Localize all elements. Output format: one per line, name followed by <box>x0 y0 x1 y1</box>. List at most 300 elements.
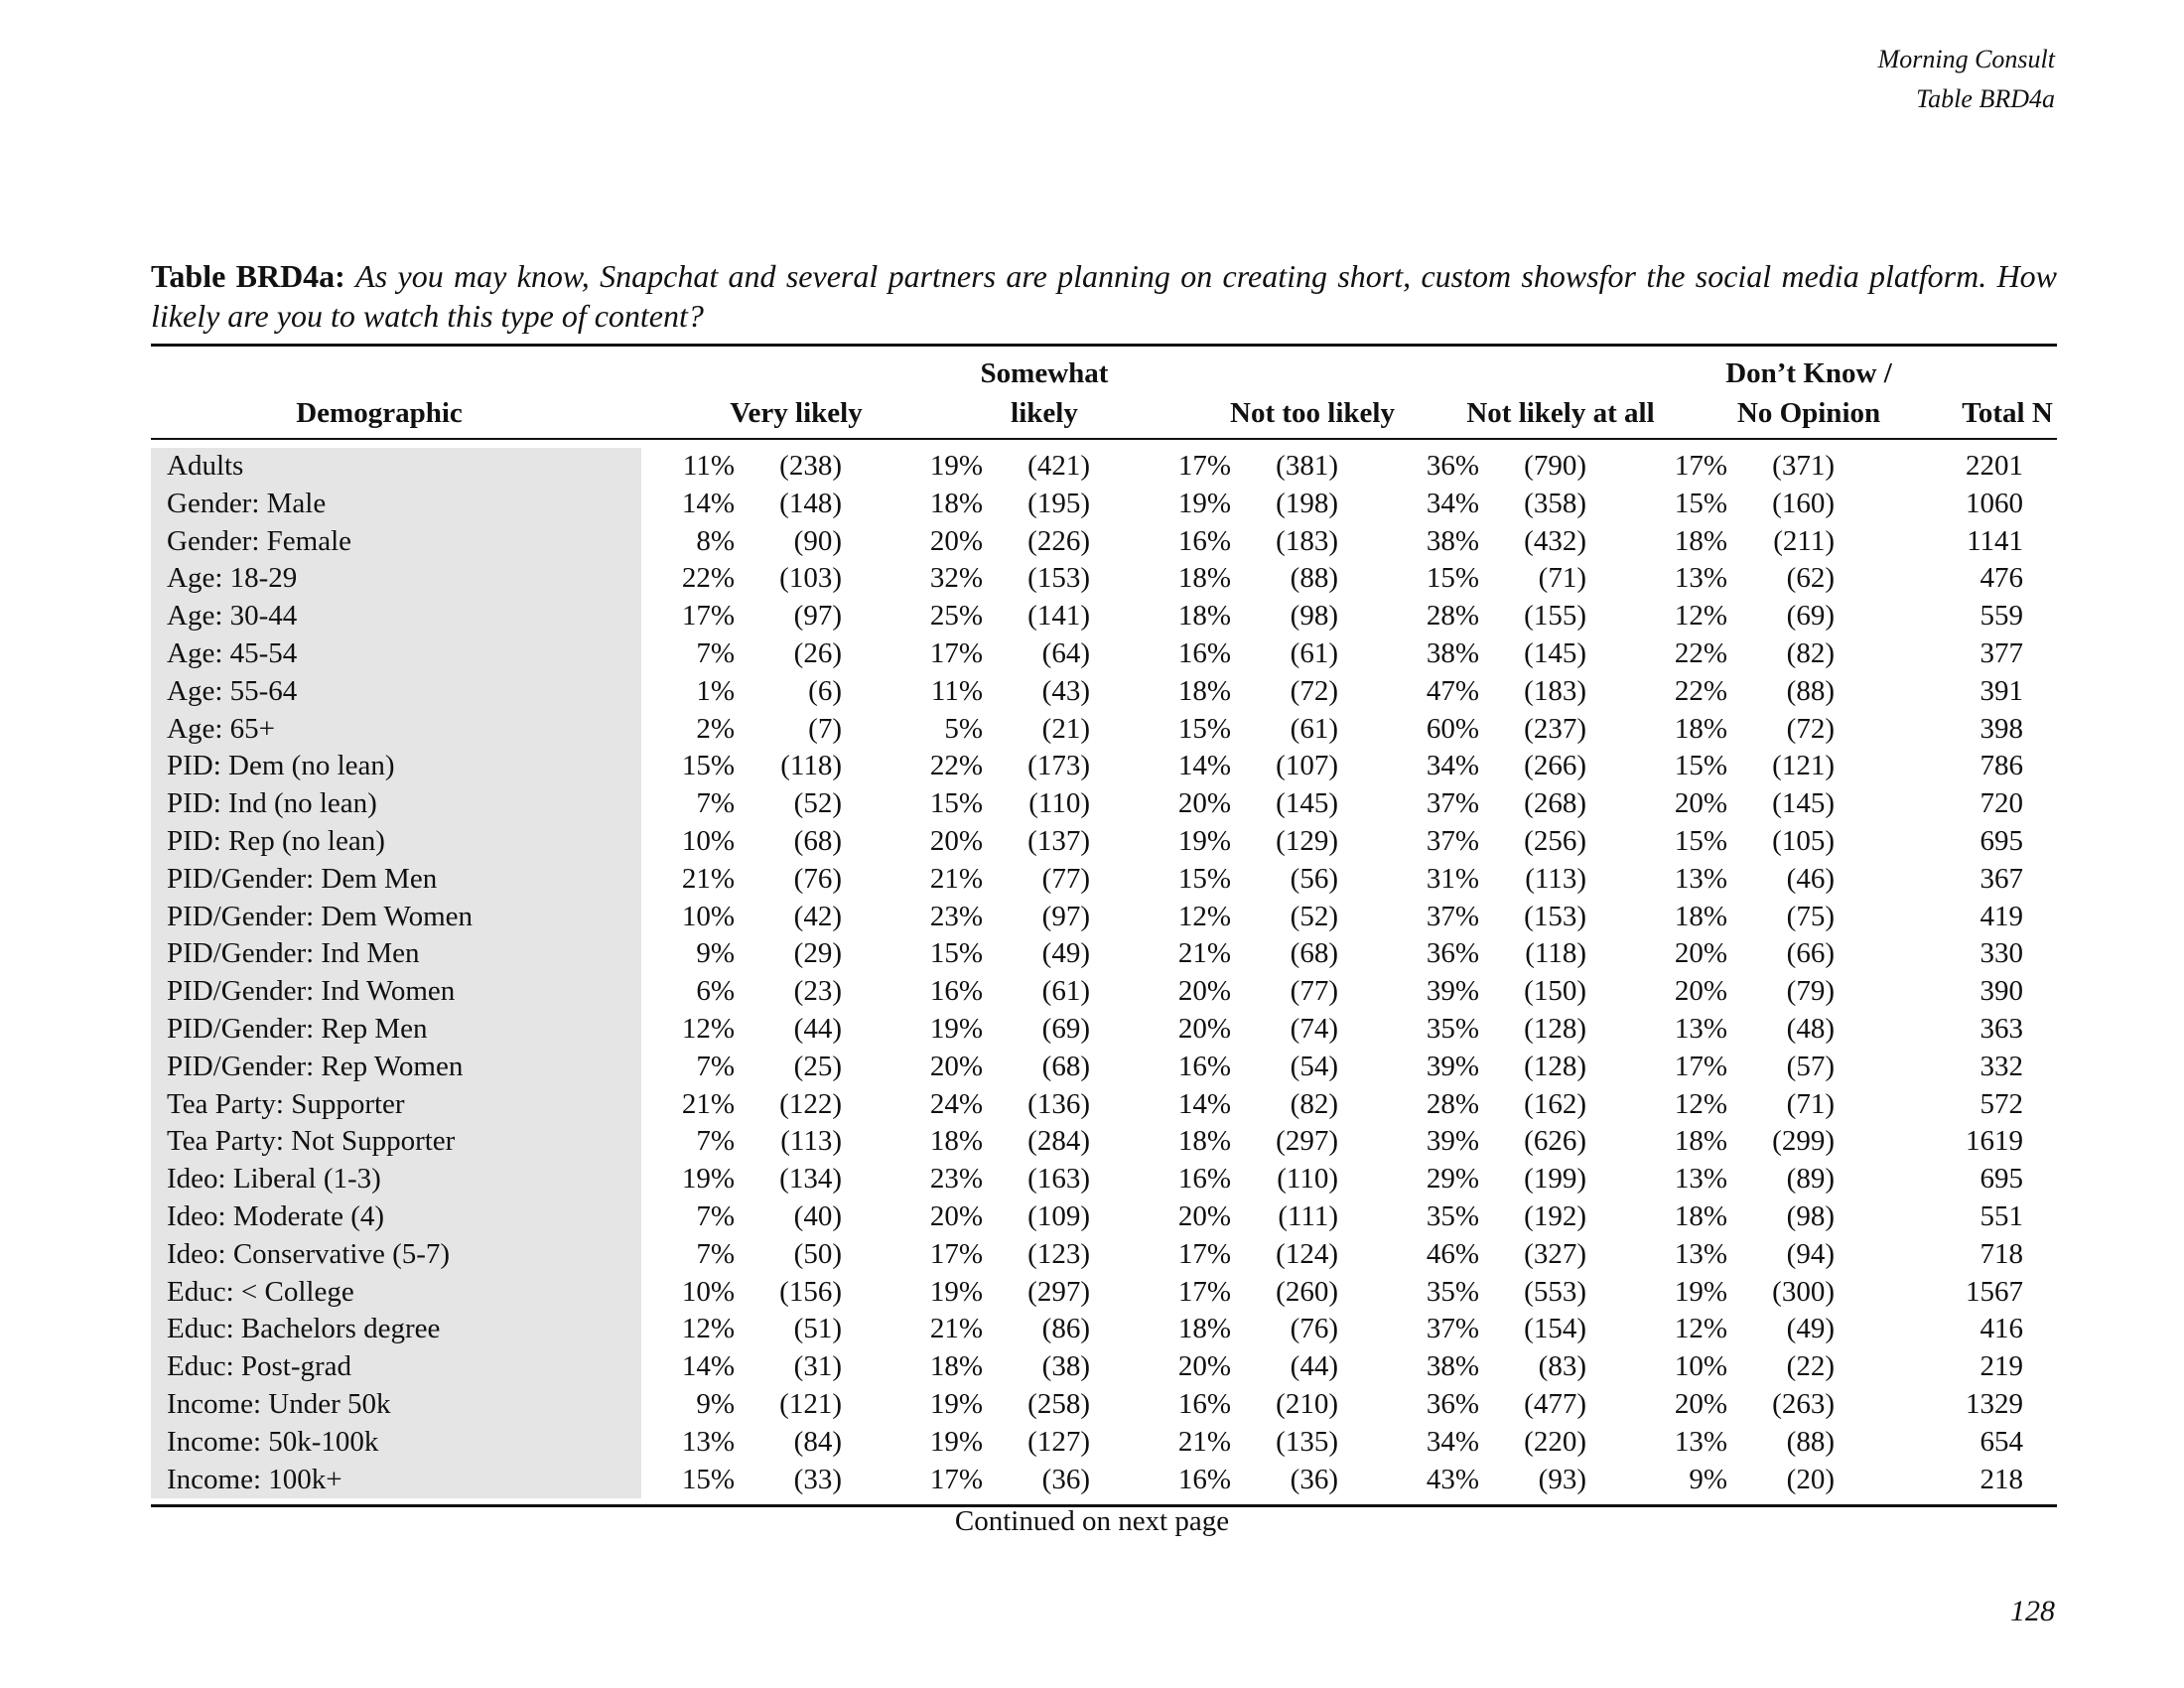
cell-not-too-likely-pct: 16% <box>1177 1050 1231 1082</box>
cell-very-likely-pct: 17% <box>681 600 735 633</box>
cell-somewhat-likely-pct: 15% <box>929 787 983 820</box>
row-demographic: PID: Ind (no lean) <box>167 787 377 820</box>
cell-very-likely-pct: 12% <box>681 1313 735 1345</box>
cell-very-likely-pct: 7% <box>696 1125 735 1158</box>
cell-not-likely-at-all-n: (432) <box>1524 524 1586 557</box>
col-header-somewhat-line1: Somewhat <box>980 357 1109 389</box>
cell-dont-know-n: (105) <box>1772 824 1835 857</box>
cell-total-n: 720 <box>1979 787 2023 820</box>
cell-not-likely-at-all-n: (118) <box>1525 937 1586 970</box>
cell-not-too-likely-pct: 18% <box>1177 1313 1231 1345</box>
table-body <box>151 440 2057 1504</box>
cell-somewhat-likely-n: (36) <box>1041 1463 1090 1495</box>
table-row <box>151 1348 2057 1386</box>
table-row <box>151 1123 2057 1161</box>
table-row <box>151 1424 2057 1462</box>
cell-not-likely-at-all-pct: 29% <box>1426 1163 1479 1196</box>
cell-very-likely-pct: 11% <box>682 450 735 482</box>
continued-note: Continued on next page <box>954 1505 1230 1537</box>
cell-dont-know-n: (49) <box>1786 1313 1835 1345</box>
table-row <box>151 1198 2057 1236</box>
header-table-id: Table BRD4a <box>1916 84 2055 113</box>
cell-not-likely-at-all-n: (553) <box>1524 1275 1586 1308</box>
cell-not-too-likely-pct: 20% <box>1177 787 1231 820</box>
cell-dont-know-pct: 12% <box>1674 1313 1727 1345</box>
cell-very-likely-pct: 13% <box>681 1425 735 1458</box>
cell-not-likely-at-all-pct: 28% <box>1426 600 1479 633</box>
cell-not-too-likely-pct: 20% <box>1177 1012 1231 1045</box>
cell-total-n: 219 <box>1979 1350 2023 1383</box>
cell-very-likely-n: (50) <box>793 1237 842 1270</box>
cell-not-likely-at-all-n: (327) <box>1524 1237 1586 1270</box>
cell-somewhat-likely-n: (141) <box>1027 600 1090 633</box>
cell-very-likely-n: (121) <box>779 1387 842 1420</box>
cell-somewhat-likely-pct: 23% <box>929 900 983 932</box>
row-demographic: Gender: Male <box>167 487 327 519</box>
cell-somewhat-likely-n: (38) <box>1041 1350 1090 1383</box>
cell-not-too-likely-n: (135) <box>1276 1425 1338 1458</box>
page-number: 128 <box>2010 1595 2055 1627</box>
cell-somewhat-likely-n: (137) <box>1027 824 1090 857</box>
cell-somewhat-likely-n: (297) <box>1027 1275 1090 1308</box>
cell-very-likely-n: (84) <box>793 1425 842 1458</box>
cell-total-n: 572 <box>1979 1087 2023 1120</box>
row-demographic: Ideo: Conservative (5-7) <box>167 1237 451 1270</box>
cell-not-too-likely-n: (129) <box>1276 824 1338 857</box>
cell-not-likely-at-all-n: (154) <box>1524 1313 1586 1345</box>
cell-not-too-likely-pct: 18% <box>1177 600 1231 633</box>
cell-dont-know-pct: 18% <box>1674 1199 1727 1232</box>
cell-somewhat-likely-n: (163) <box>1027 1163 1090 1196</box>
cell-dont-know-n: (121) <box>1772 750 1835 782</box>
col-header-dont-know-line2: No Opinion <box>1736 397 1881 429</box>
cell-dont-know-n: (46) <box>1786 862 1835 895</box>
table-row <box>151 935 2057 973</box>
cell-somewhat-likely-pct: 20% <box>929 824 983 857</box>
cell-not-too-likely-pct: 19% <box>1177 824 1231 857</box>
cell-dont-know-n: (20) <box>1786 1463 1835 1495</box>
cell-somewhat-likely-n: (421) <box>1027 450 1090 482</box>
cell-very-likely-n: (7) <box>808 712 842 745</box>
cell-somewhat-likely-pct: 17% <box>929 1463 983 1495</box>
table-row <box>151 448 2057 486</box>
cell-very-likely-pct: 1% <box>696 674 735 707</box>
cell-very-likely-n: (238) <box>779 450 842 482</box>
cell-not-too-likely-n: (107) <box>1276 750 1338 782</box>
cell-very-likely-pct: 7% <box>696 787 735 820</box>
cell-total-n: 218 <box>1979 1463 2023 1495</box>
cell-dont-know-pct: 15% <box>1674 487 1727 519</box>
cell-total-n: 363 <box>1979 1012 2023 1045</box>
cell-not-likely-at-all-pct: 39% <box>1426 975 1479 1008</box>
row-demographic: Income: 50k-100k <box>167 1425 379 1458</box>
cell-not-likely-at-all-n: (199) <box>1524 1163 1586 1196</box>
cell-somewhat-likely-pct: 18% <box>929 1125 983 1158</box>
cell-not-likely-at-all-pct: 34% <box>1426 1425 1479 1458</box>
cell-very-likely-pct: 9% <box>696 1387 735 1420</box>
cell-not-too-likely-pct: 20% <box>1177 975 1231 1008</box>
cell-somewhat-likely-n: (77) <box>1041 862 1090 895</box>
cell-somewhat-likely-n: (69) <box>1041 1012 1090 1045</box>
cell-dont-know-n: (299) <box>1772 1125 1835 1158</box>
table-row <box>151 1311 2057 1348</box>
cell-somewhat-likely-pct: 17% <box>929 636 983 669</box>
cell-somewhat-likely-n: (226) <box>1027 524 1090 557</box>
cell-very-likely-pct: 15% <box>681 1463 735 1495</box>
cell-dont-know-pct: 18% <box>1674 900 1727 932</box>
table-row <box>151 1274 2057 1312</box>
cell-not-too-likely-n: (76) <box>1290 1313 1338 1345</box>
cell-somewhat-likely-pct: 19% <box>929 1425 983 1458</box>
cell-not-likely-at-all-pct: 60% <box>1426 712 1479 745</box>
cell-somewhat-likely-pct: 15% <box>929 937 983 970</box>
cell-somewhat-likely-pct: 19% <box>929 450 983 482</box>
cell-total-n: 1329 <box>1966 1387 2023 1420</box>
cell-somewhat-likely-pct: 32% <box>929 562 983 595</box>
cell-somewhat-likely-pct: 16% <box>929 975 983 1008</box>
cell-very-likely-pct: 10% <box>681 1275 735 1308</box>
cell-dont-know-pct: 19% <box>1674 1275 1727 1308</box>
row-demographic: Ideo: Liberal (1-3) <box>167 1163 381 1196</box>
table-row <box>151 560 2057 598</box>
cell-not-too-likely-pct: 16% <box>1177 524 1231 557</box>
cell-dont-know-n: (263) <box>1772 1387 1835 1420</box>
cell-somewhat-likely-pct: 19% <box>929 1275 983 1308</box>
cell-not-likely-at-all-n: (790) <box>1524 450 1586 482</box>
cell-somewhat-likely-n: (21) <box>1041 712 1090 745</box>
row-demographic: Age: 18-29 <box>167 562 298 595</box>
cell-not-likely-at-all-n: (192) <box>1524 1199 1586 1232</box>
cell-dont-know-pct: 15% <box>1674 824 1727 857</box>
cell-very-likely-n: (68) <box>793 824 842 857</box>
cell-not-likely-at-all-n: (358) <box>1524 487 1586 519</box>
table-row <box>151 748 2057 785</box>
cell-not-likely-at-all-n: (150) <box>1524 975 1586 1008</box>
row-demographic: PID: Dem (no lean) <box>167 750 395 782</box>
cell-very-likely-pct: 7% <box>696 1237 735 1270</box>
cell-dont-know-pct: 22% <box>1674 636 1727 669</box>
cell-very-likely-n: (103) <box>779 562 842 595</box>
cell-not-likely-at-all-pct: 47% <box>1426 674 1479 707</box>
row-demographic: Educ: < College <box>167 1275 354 1308</box>
cell-not-likely-at-all-pct: 39% <box>1426 1125 1479 1158</box>
cell-dont-know-n: (79) <box>1786 975 1835 1008</box>
row-demographic: PID/Gender: Dem Women <box>167 900 474 932</box>
cell-not-too-likely-n: (198) <box>1276 487 1338 519</box>
row-demographic: Income: 100k+ <box>167 1463 342 1495</box>
cell-not-likely-at-all-n: (153) <box>1524 900 1586 932</box>
cell-not-too-likely-pct: 14% <box>1177 750 1231 782</box>
cell-dont-know-n: (145) <box>1772 787 1835 820</box>
cell-somewhat-likely-pct: 24% <box>929 1087 983 1120</box>
cell-not-likely-at-all-n: (256) <box>1524 824 1586 857</box>
table-row <box>151 1011 2057 1049</box>
table-row <box>151 673 2057 711</box>
cell-dont-know-n: (371) <box>1772 450 1835 482</box>
cell-not-too-likely-n: (36) <box>1290 1463 1338 1495</box>
running-header <box>1878 40 2055 119</box>
cell-dont-know-pct: 22% <box>1674 674 1727 707</box>
cell-not-too-likely-n: (61) <box>1290 636 1338 669</box>
cell-dont-know-pct: 17% <box>1674 450 1727 482</box>
cell-not-likely-at-all-n: (266) <box>1524 750 1586 782</box>
table-row <box>151 823 2057 861</box>
row-demographic: Age: 55-64 <box>167 674 298 707</box>
cell-somewhat-likely-pct: 22% <box>929 750 983 782</box>
cell-dont-know-pct: 20% <box>1674 1387 1727 1420</box>
caption-text: As you may know, Snapchat and several partners are planning on creating short, custom showsfor the social media platform. How likely are you to watch this type of content? <box>151 258 2058 334</box>
cell-dont-know-pct: 20% <box>1674 975 1727 1008</box>
cell-dont-know-n: (57) <box>1786 1050 1835 1082</box>
cell-total-n: 1141 <box>1967 524 2023 557</box>
cell-not-too-likely-n: (210) <box>1276 1387 1338 1420</box>
cell-not-too-likely-pct: 16% <box>1177 636 1231 669</box>
cell-dont-know-pct: 12% <box>1674 600 1727 633</box>
table-caption <box>151 256 2057 336</box>
cell-total-n: 2201 <box>1966 450 2023 482</box>
cell-total-n: 559 <box>1979 600 2023 633</box>
cell-dont-know-pct: 12% <box>1674 1087 1727 1120</box>
cell-very-likely-pct: 8% <box>696 524 735 557</box>
cell-somewhat-likely-pct: 18% <box>929 487 983 519</box>
cell-not-too-likely-pct: 15% <box>1177 712 1231 745</box>
col-header-dont-know-line1: Don’t Know / <box>1725 357 1892 389</box>
cell-very-likely-n: (76) <box>793 862 842 895</box>
cell-very-likely-pct: 2% <box>696 712 735 745</box>
table-row <box>151 899 2057 936</box>
cell-somewhat-likely-pct: 23% <box>929 1163 983 1196</box>
cell-not-likely-at-all-n: (220) <box>1524 1425 1586 1458</box>
cell-total-n: 654 <box>1979 1425 2023 1458</box>
cell-somewhat-likely-n: (153) <box>1027 562 1090 595</box>
cell-not-too-likely-pct: 16% <box>1177 1463 1231 1495</box>
cell-not-likely-at-all-n: (128) <box>1524 1012 1586 1045</box>
crosstab-table <box>151 344 2057 1507</box>
cell-dont-know-n: (22) <box>1786 1350 1835 1383</box>
cell-very-likely-n: (122) <box>779 1087 842 1120</box>
cell-dont-know-n: (300) <box>1772 1275 1835 1308</box>
table-row <box>151 1386 2057 1424</box>
cell-very-likely-n: (31) <box>793 1350 842 1383</box>
cell-dont-know-n: (94) <box>1786 1237 1835 1270</box>
cell-not-likely-at-all-pct: 35% <box>1426 1012 1479 1045</box>
table-row <box>151 635 2057 673</box>
cell-not-likely-at-all-pct: 36% <box>1426 1387 1479 1420</box>
cell-total-n: 1567 <box>1966 1275 2023 1308</box>
table-header <box>151 347 2057 440</box>
cell-dont-know-pct: 20% <box>1674 937 1727 970</box>
cell-very-likely-n: (97) <box>793 600 842 633</box>
cell-not-likely-at-all-n: (183) <box>1524 674 1586 707</box>
cell-not-too-likely-pct: 16% <box>1177 1387 1231 1420</box>
cell-not-likely-at-all-pct: 38% <box>1426 636 1479 669</box>
table-row <box>151 1049 2057 1086</box>
cell-somewhat-likely-n: (109) <box>1027 1199 1090 1232</box>
cell-very-likely-pct: 14% <box>681 1350 735 1383</box>
table-row <box>151 1462 2057 1499</box>
cell-not-too-likely-n: (68) <box>1290 937 1338 970</box>
cell-not-likely-at-all-pct: 38% <box>1426 1350 1479 1383</box>
cell-not-too-likely-n: (72) <box>1290 674 1338 707</box>
cell-not-likely-at-all-n: (162) <box>1524 1087 1586 1120</box>
cell-very-likely-n: (51) <box>793 1313 842 1345</box>
cell-not-too-likely-n: (88) <box>1290 562 1338 595</box>
cell-somewhat-likely-n: (64) <box>1041 636 1090 669</box>
cell-total-n: 332 <box>1979 1050 2023 1082</box>
col-header-not-likely-at-all: Not likely at all <box>1466 397 1655 429</box>
cell-not-likely-at-all-n: (83) <box>1538 1350 1586 1383</box>
cell-not-likely-at-all-pct: 36% <box>1426 450 1479 482</box>
cell-somewhat-likely-pct: 25% <box>929 600 983 633</box>
cell-not-too-likely-pct: 17% <box>1177 1237 1231 1270</box>
cell-not-likely-at-all-pct: 37% <box>1426 787 1479 820</box>
cell-dont-know-n: (69) <box>1786 600 1835 633</box>
cell-not-too-likely-n: (124) <box>1276 1237 1338 1270</box>
cell-dont-know-pct: 17% <box>1674 1050 1727 1082</box>
cell-dont-know-pct: 20% <box>1674 787 1727 820</box>
cell-dont-know-n: (160) <box>1772 487 1835 519</box>
cell-total-n: 377 <box>1979 636 2023 669</box>
cell-dont-know-pct: 13% <box>1674 1425 1727 1458</box>
cell-somewhat-likely-n: (195) <box>1027 487 1090 519</box>
cell-very-likely-n: (26) <box>793 636 842 669</box>
cell-very-likely-n: (29) <box>793 937 842 970</box>
cell-very-likely-n: (33) <box>793 1463 842 1495</box>
cell-somewhat-likely-pct: 11% <box>930 674 983 707</box>
cell-not-too-likely-n: (44) <box>1290 1350 1338 1383</box>
cell-not-too-likely-pct: 14% <box>1177 1087 1231 1120</box>
cell-dont-know-n: (82) <box>1786 636 1835 669</box>
cell-dont-know-n: (88) <box>1786 674 1835 707</box>
cell-not-too-likely-n: (98) <box>1290 600 1338 633</box>
cell-total-n: 391 <box>1979 674 2023 707</box>
cell-very-likely-n: (40) <box>793 1199 842 1232</box>
cell-total-n: 695 <box>1979 1163 2023 1196</box>
cell-dont-know-pct: 13% <box>1674 862 1727 895</box>
row-demographic: PID/Gender: Ind Women <box>167 975 456 1008</box>
cell-not-too-likely-pct: 20% <box>1177 1199 1231 1232</box>
cell-somewhat-likely-n: (258) <box>1027 1387 1090 1420</box>
table-row <box>151 785 2057 823</box>
row-demographic: Tea Party: Not Supporter <box>167 1125 456 1158</box>
cell-dont-know-pct: 13% <box>1674 1237 1727 1270</box>
cell-not-likely-at-all-pct: 37% <box>1426 1313 1479 1345</box>
cell-not-too-likely-n: (82) <box>1290 1087 1338 1120</box>
cell-not-too-likely-pct: 16% <box>1177 1163 1231 1196</box>
cell-not-too-likely-pct: 18% <box>1177 1125 1231 1158</box>
cell-dont-know-pct: 18% <box>1674 524 1727 557</box>
cell-somewhat-likely-pct: 19% <box>929 1012 983 1045</box>
cell-total-n: 786 <box>1979 750 2023 782</box>
cell-very-likely-pct: 7% <box>696 636 735 669</box>
cell-somewhat-likely-pct: 20% <box>929 1050 983 1082</box>
row-demographic: PID/Gender: Rep Men <box>167 1012 428 1045</box>
cell-dont-know-pct: 15% <box>1674 750 1727 782</box>
cell-somewhat-likely-n: (127) <box>1027 1425 1090 1458</box>
cell-total-n: 695 <box>1979 824 2023 857</box>
cell-somewhat-likely-pct: 21% <box>929 1313 983 1345</box>
cell-somewhat-likely-pct: 20% <box>929 1199 983 1232</box>
cell-very-likely-n: (90) <box>793 524 842 557</box>
caption-label: Table BRD4a: <box>151 258 345 294</box>
cell-not-likely-at-all-pct: 28% <box>1426 1087 1479 1120</box>
cell-not-too-likely-pct: 19% <box>1177 487 1231 519</box>
row-demographic: Adults <box>167 450 244 482</box>
table-row <box>151 711 2057 749</box>
table-row <box>151 523 2057 561</box>
cell-dont-know-n: (72) <box>1786 712 1835 745</box>
cell-dont-know-n: (62) <box>1786 562 1835 595</box>
table-row <box>151 598 2057 635</box>
cell-very-likely-pct: 10% <box>681 824 735 857</box>
cell-somewhat-likely-pct: 21% <box>929 862 983 895</box>
cell-somewhat-likely-n: (173) <box>1027 750 1090 782</box>
cell-not-too-likely-n: (74) <box>1290 1012 1338 1045</box>
table-row <box>151 1236 2057 1274</box>
cell-not-likely-at-all-n: (155) <box>1524 600 1586 633</box>
col-header-somewhat-line2: likely <box>1011 397 1078 429</box>
cell-total-n: 551 <box>1979 1199 2023 1232</box>
cell-not-too-likely-n: (77) <box>1290 975 1338 1008</box>
cell-very-likely-pct: 21% <box>681 1087 735 1120</box>
cell-somewhat-likely-pct: 20% <box>929 524 983 557</box>
cell-very-likely-n: (25) <box>793 1050 842 1082</box>
cell-not-likely-at-all-pct: 43% <box>1426 1463 1479 1495</box>
cell-not-too-likely-n: (297) <box>1276 1125 1338 1158</box>
cell-not-too-likely-pct: 18% <box>1177 562 1231 595</box>
cell-very-likely-n: (148) <box>779 487 842 519</box>
cell-very-likely-pct: 12% <box>681 1012 735 1045</box>
cell-total-n: 398 <box>1979 712 2023 745</box>
cell-somewhat-likely-n: (110) <box>1028 787 1090 820</box>
col-header-demographic: Demographic <box>296 397 463 429</box>
cell-not-likely-at-all-pct: 46% <box>1426 1237 1479 1270</box>
cell-total-n: 419 <box>1979 900 2023 932</box>
cell-very-likely-n: (52) <box>793 787 842 820</box>
cell-not-too-likely-pct: 12% <box>1177 900 1231 932</box>
cell-not-too-likely-pct: 15% <box>1177 862 1231 895</box>
cell-dont-know-n: (211) <box>1773 524 1835 557</box>
cell-total-n: 1060 <box>1966 487 2023 519</box>
row-demographic: Income: Under 50k <box>167 1387 391 1420</box>
cell-not-likely-at-all-pct: 15% <box>1426 562 1479 595</box>
row-demographic: Educ: Bachelors degree <box>167 1313 441 1345</box>
cell-somewhat-likely-n: (136) <box>1027 1087 1090 1120</box>
row-demographic: Tea Party: Supporter <box>167 1087 405 1120</box>
table-row <box>151 1086 2057 1124</box>
cell-not-likely-at-all-n: (626) <box>1524 1125 1586 1158</box>
cell-very-likely-pct: 19% <box>681 1163 735 1196</box>
cell-very-likely-pct: 22% <box>681 562 735 595</box>
cell-somewhat-likely-n: (123) <box>1027 1237 1090 1270</box>
row-demographic: Gender: Female <box>167 524 352 557</box>
cell-very-likely-pct: 9% <box>696 937 735 970</box>
cell-very-likely-pct: 14% <box>681 487 735 519</box>
cell-not-likely-at-all-n: (477) <box>1524 1387 1586 1420</box>
cell-very-likely-pct: 21% <box>681 862 735 895</box>
cell-not-likely-at-all-n: (128) <box>1524 1050 1586 1082</box>
cell-dont-know-n: (71) <box>1786 1087 1835 1120</box>
cell-dont-know-n: (66) <box>1786 937 1835 970</box>
row-demographic: PID: Rep (no lean) <box>167 824 385 857</box>
cell-not-too-likely-n: (110) <box>1277 1163 1338 1196</box>
cell-not-likely-at-all-n: (93) <box>1538 1463 1586 1495</box>
row-demographic: PID/Gender: Dem Men <box>167 862 438 895</box>
cell-not-likely-at-all-n: (145) <box>1524 636 1586 669</box>
cell-not-too-likely-pct: 21% <box>1177 1425 1231 1458</box>
table-row <box>151 1161 2057 1198</box>
cell-very-likely-n: (118) <box>780 750 842 782</box>
